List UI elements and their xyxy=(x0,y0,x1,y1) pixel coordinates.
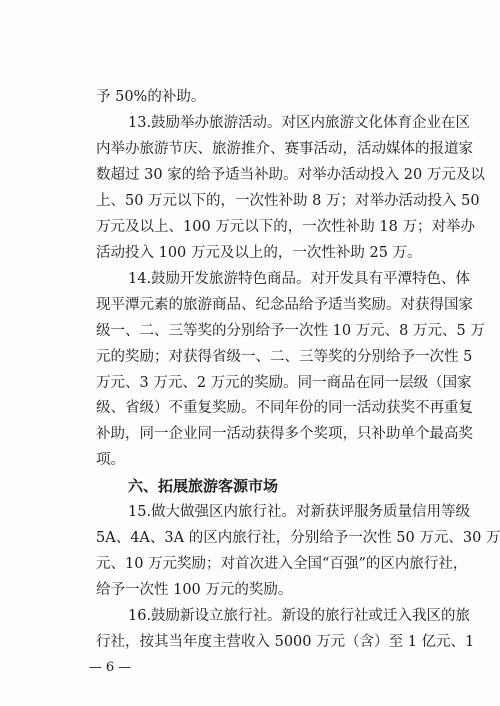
text-line-10-content: 级一、二、三等奖的分别给予一次性 10 万元、8 万元、5 万 xyxy=(96,322,485,339)
page-number: — 6 — xyxy=(88,660,132,675)
text-line-11-content: 元的奖励；对获得省级一、二、三等奖的分别给予一次性 5 xyxy=(96,348,473,365)
text-line-1-content: 予 50%的补助。 xyxy=(96,89,206,105)
text-line-22-content: 行社，按其当年度主营收入 5000 万元（含）至 1 亿元、1 xyxy=(96,634,475,650)
text-line-15-content: 项。 xyxy=(96,452,125,469)
text-line-2-content: 13.鼓励举办旅游活动。对区内旅游文化体育企业在区 xyxy=(128,115,471,131)
text-line-9-content: 现平潭元素的旅游商品、纪念品给予适当奖励。对获得国家 xyxy=(96,296,473,313)
text-line-19-content: 元、10 万元奖励；对首次进入全国“百强”的区内旅行社， xyxy=(96,556,468,573)
text-line-12-content: 万元、3 万元、2 万元的奖励。同一商品在同一层级（国家 xyxy=(96,374,472,391)
text-line-18-content: 5A、4A、3A 的区内旅行社，分别给予一次性 50 万元、30 万 xyxy=(96,530,500,547)
text-line-4-content: 数超过 30 家的给予适当补助。对举办活动投入 20 万元及以 xyxy=(96,166,485,183)
text-line-14-content: 补助，同一企业同一活动获得多个奖项，只补助单个最高奖 xyxy=(96,426,473,443)
section-heading-text: 六、拓展旅游客源市场 xyxy=(128,477,279,496)
text-line-17-content: 15.做大做强区内旅行社。对新获评服务质量信用等级 xyxy=(128,504,471,521)
text-line-13-content: 级、省级）不重复奖励。不同年份的同一活动获奖不再重复 xyxy=(96,400,473,417)
text-line-8-content: 14.鼓励开发旅游特色商品。对开发具有平潭特色、体 xyxy=(128,270,471,287)
text-line-5-content: 上、50 万元以下的，一次性补助 8 万；对举办活动投入 50 xyxy=(96,192,480,209)
text-line-21-content: 16.鼓励新设立旅行社。新设的旅行社或迁入我区的旅 xyxy=(128,608,471,624)
text-line-20-content: 给予一次性 100 万元的奖励。 xyxy=(96,582,293,599)
text-line-3-content: 内举办旅游节庆、旅游推介、赛事活动，活动媒体的报道家 xyxy=(96,140,473,157)
text-line-6-content: 万元及以上、100 万元以下的，一次性补助 18 万；对举办 xyxy=(96,218,475,235)
text-line-7-content: 活动投入 100 万元及以上的，一次性补助 25 万。 xyxy=(96,244,422,261)
